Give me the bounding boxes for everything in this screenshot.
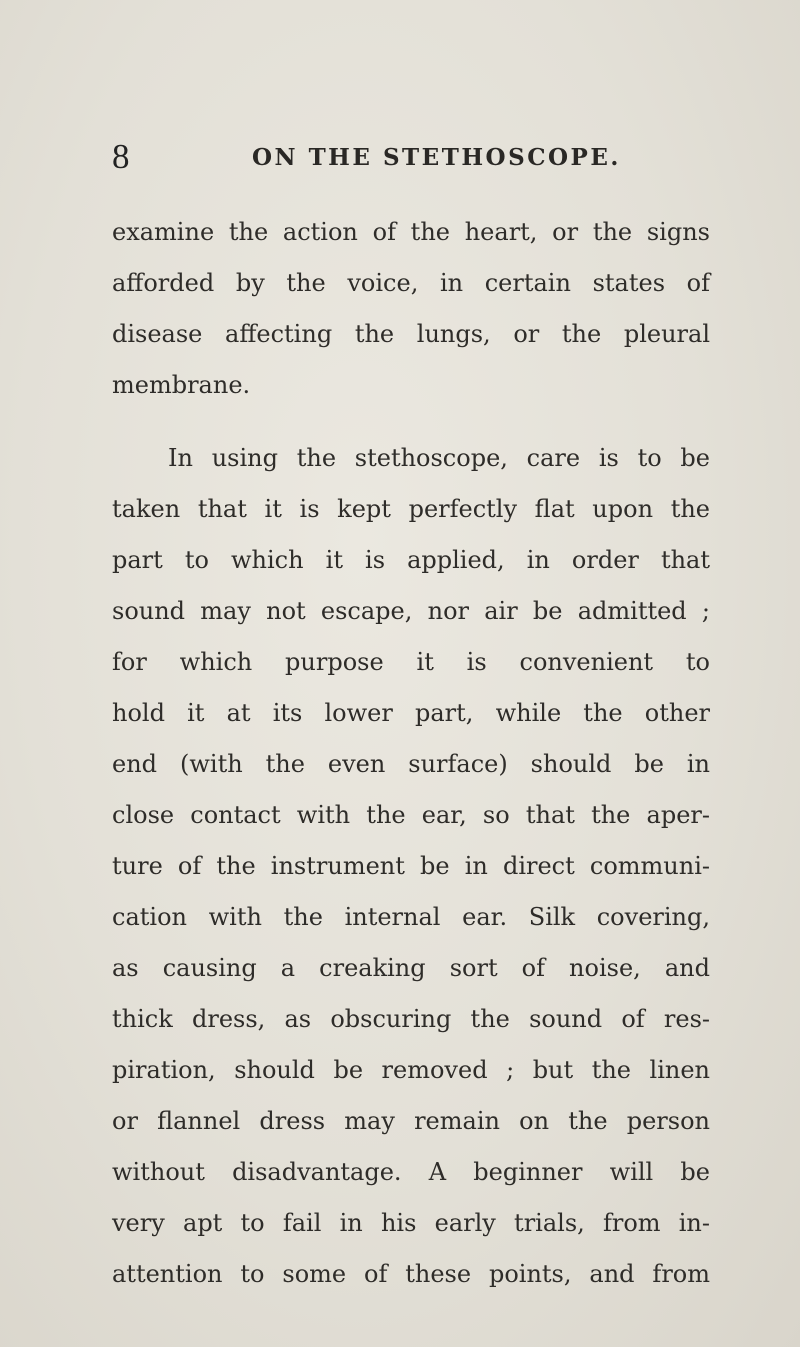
text-line: end (with the even surface) should be in <box>112 750 710 778</box>
text-line: without disadvantage. A beginner will be <box>112 1158 710 1186</box>
running-title: ON THE STETHOSCOPE. <box>252 144 621 171</box>
text-line: membrane. <box>112 371 251 399</box>
text-line: or flannel dress may remain on the person <box>112 1107 710 1135</box>
page-number: 8 <box>112 137 130 176</box>
text-line: for which purpose it is convenient to <box>112 648 710 676</box>
text-line: close contact with the ear, so that the aper- <box>112 801 710 829</box>
text-line: cation with the internal ear. Silk covering, <box>112 903 710 931</box>
text-line: disease affecting the lungs, or the pleural <box>112 320 710 348</box>
text-line: very apt to fail in his early trials, from in- <box>112 1209 710 1237</box>
text-line: part to which it is applied, in order that <box>112 546 710 574</box>
page-header <box>112 137 712 177</box>
paragraph-first-line: In using the stethoscope, care is to be <box>168 444 710 472</box>
text-line: thick dress, as obscuring the sound of res- <box>112 1005 710 1033</box>
text-line: as causing a creaking sort of noise, and <box>112 954 710 982</box>
text-line: taken that it is kept perfectly flat upon the <box>112 495 710 523</box>
text-line: sound may not escape, nor air be admitted ; <box>112 597 710 625</box>
text-line: piration, should be removed ; but the linen <box>112 1056 710 1084</box>
text-line: afforded by the voice, in certain states of <box>112 269 710 297</box>
text-line: examine the action of the heart, or the signs <box>112 218 710 246</box>
text-line: ture of the instrument be in direct communi- <box>112 852 710 880</box>
text-line: hold it at its lower part, while the other <box>112 699 710 727</box>
text-line: attention to some of these points, and from <box>112 1260 710 1288</box>
